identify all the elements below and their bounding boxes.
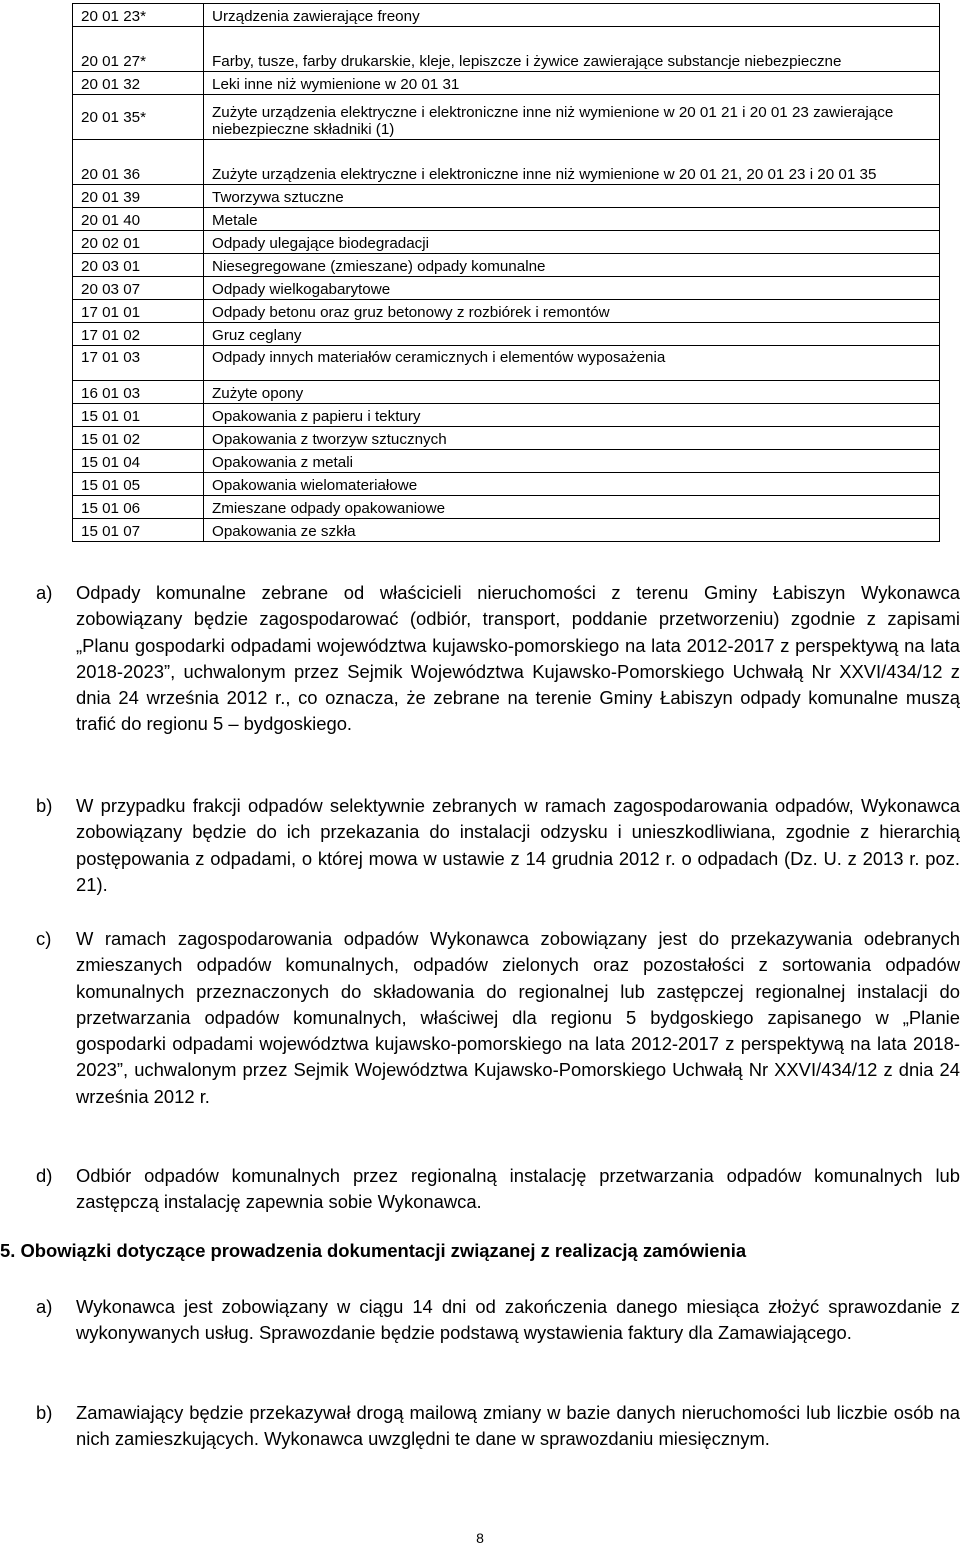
waste-code: 17 01 02 bbox=[73, 323, 204, 346]
waste-description: Niesegregowane (zmieszane) odpady komunalne bbox=[204, 254, 940, 277]
waste-code: 20 01 35* bbox=[73, 95, 204, 140]
waste-description: Zużyte urządzenia elektryczne i elektroniczne inne niż wymienione w 20 01 21, 20 01 23 i 20 01 35 bbox=[204, 140, 940, 185]
paragraph-b bbox=[36, 793, 960, 898]
section-heading: 5. Obowiązki dotyczące prowadzenia dokumentacji związanej z realizacją zamówienia bbox=[0, 1240, 747, 1261]
waste-description: Odpady wielkogabarytowe bbox=[204, 277, 940, 300]
waste-description: Odpady ulegające biodegradacji bbox=[204, 231, 940, 254]
waste-description: Opakowania wielomateriałowe bbox=[204, 473, 940, 496]
table-row bbox=[73, 346, 940, 381]
paragraph-text: Odbiór odpadów komunalnych przez regionalną instalację przetwarzania odpadów komunalnych lub zastępczą instalację zapewnia sobie Wykonawca. bbox=[76, 1165, 960, 1213]
table-row bbox=[73, 277, 940, 300]
waste-code: 17 01 03 bbox=[73, 346, 204, 381]
waste-description: Odpady innych materiałów ceramicznych i elementów wyposażenia bbox=[204, 346, 940, 381]
waste-code: 20 03 07 bbox=[73, 277, 204, 300]
waste-description: Odpady betonu oraz gruz betonowy z rozbiórek i remontów bbox=[204, 300, 940, 323]
paragraph-d bbox=[36, 1163, 960, 1216]
paragraph-text: Wykonawca jest zobowiązany w ciągu 14 dni od zakończenia danego miesiąca złożyć sprawozdanie z wykonywanych usług. Sprawozdanie będzie podstawą wystawienia faktury dla Zamawiającego. bbox=[76, 1296, 960, 1344]
waste-code: 20 01 23* bbox=[73, 4, 204, 27]
table-row bbox=[73, 381, 940, 404]
paragraph-label: c) bbox=[36, 928, 52, 949]
waste-description: Opakowania z papieru i tektury bbox=[204, 404, 940, 427]
paragraph-c bbox=[36, 926, 960, 1110]
waste-code: 15 01 06 bbox=[73, 496, 204, 519]
paragraph-text: Zamawiający będzie przekazywał drogą mailową zmiany w bazie danych nieruchomości lub liczbie osób na nich zamieszkujących. Wykonawca uwzględni te dane w sprawozdaniu miesięcznym. bbox=[76, 1402, 960, 1450]
paragraph-a bbox=[36, 580, 960, 738]
waste-code: 20 01 40 bbox=[73, 208, 204, 231]
waste-code: 16 01 03 bbox=[73, 381, 204, 404]
table-row bbox=[73, 95, 940, 140]
table-row bbox=[73, 427, 940, 450]
paragraph-text: Odpady komunalne zebrane od właścicieli nieruchomości z terenu Gminy Łabiszyn Wykonawca zobowiązany będzie zagospodarować (odbiór, transport, poddanie przetworzeniu) zgodnie z zapisami „Planu gospodarki odpadami województwa kujawsko-pomorskiego na lata 2012-2017 z perspektywą na lata 2018-2023”, uchwalonym przez Sejmik Województwa Kujawsko-Pomorskiego Uchwałą Nr XXVI/434/12 z dnia 24 września 2012 r., co oznacza, że zebrane na terenie Gminy Łabiszyn odpady komunalne muszą trafić do regionu 5 – bydgoskiego. bbox=[76, 582, 960, 735]
waste-description: Zmieszane odpady opakowaniowe bbox=[204, 496, 940, 519]
paragraph-label: a) bbox=[36, 1296, 53, 1317]
waste-code: 20 01 32 bbox=[73, 72, 204, 95]
table-row bbox=[73, 185, 940, 208]
paragraph-label: b) bbox=[36, 1402, 53, 1423]
table-row bbox=[73, 519, 940, 542]
page-number: 8 bbox=[476, 1530, 484, 1546]
paragraph-label: b) bbox=[36, 795, 53, 816]
waste-description: Leki inne niż wymienione w 20 01 31 bbox=[204, 72, 940, 95]
waste-description: Opakowania ze szkła bbox=[204, 519, 940, 542]
waste-code: 20 01 27* bbox=[73, 27, 204, 72]
paragraph-label: d) bbox=[36, 1165, 53, 1186]
paragraph-label: a) bbox=[36, 582, 53, 603]
paragraph-5a bbox=[36, 1294, 960, 1347]
table-row bbox=[73, 231, 940, 254]
waste-description: Metale bbox=[204, 208, 940, 231]
waste-description: Zużyte opony bbox=[204, 381, 940, 404]
table-row bbox=[73, 72, 940, 95]
paragraph-text: W przypadku frakcji odpadów selektywnie zebranych w ramach zagospodarowania odpadów, Wykonawca zobowiązany będzie do ich przekazania do instalacji odzysku i unieszkodliwiana, zgodnie z hierarchią postępowania z odpadami, o której mowa w ustawie z 14 grudnia 2012 r. o odpadach (Dz. U. z 2013 r. poz. 21). bbox=[76, 795, 960, 895]
waste-code: 15 01 04 bbox=[73, 450, 204, 473]
waste-code: 20 01 36 bbox=[73, 140, 204, 185]
table-row bbox=[73, 300, 940, 323]
waste-code: 20 01 39 bbox=[73, 185, 204, 208]
table-row bbox=[73, 404, 940, 427]
waste-description: Tworzywa sztuczne bbox=[204, 185, 940, 208]
waste-description: Opakowania z metali bbox=[204, 450, 940, 473]
table-row bbox=[73, 473, 940, 496]
waste-description: Opakowania z tworzyw sztucznych bbox=[204, 427, 940, 450]
waste-code: 15 01 07 bbox=[73, 519, 204, 542]
table-row bbox=[73, 254, 940, 277]
waste-code: 20 02 01 bbox=[73, 231, 204, 254]
waste-code: 15 01 05 bbox=[73, 473, 204, 496]
waste-description: Gruz ceglany bbox=[204, 323, 940, 346]
table-row bbox=[73, 4, 940, 27]
waste-code: 15 01 02 bbox=[73, 427, 204, 450]
table-row bbox=[73, 496, 940, 519]
table-row bbox=[73, 140, 940, 185]
waste-codes-table bbox=[72, 3, 940, 542]
paragraph-text: W ramach zagospodarowania odpadów Wykonawca zobowiązany jest do przekazywania odebranych zmieszanych odpadów komunalnych, odpadów zielonych oraz pozostałości z sortowania odpadów komunalnych przeznaczonych do składowania do regionalnej lub zastępczej regionalnej instalacji do przetwarzania odpadów komunalnych, właściwej dla regionu 5 bydgoskiego zapisanego w „Planie gospodarki odpadami województwa kujawsko-pomorskiego na lata 2012-2017 z perspektywą na lata 2018-2023”, uchwalonym przez Sejmik Województwa Kujawsko-Pomorskiego Uchwałą Nr XXVI/434/12 z dnia 24 września 2012 r. bbox=[76, 928, 960, 1107]
waste-code: 17 01 01 bbox=[73, 300, 204, 323]
waste-description: Farby, tusze, farby drukarskie, kleje, lepiszcze i żywice zawierające substancje niebezpieczne bbox=[204, 27, 940, 72]
paragraph-5b bbox=[36, 1400, 960, 1453]
waste-code: 20 03 01 bbox=[73, 254, 204, 277]
waste-description: Zużyte urządzenia elektryczne i elektroniczne inne niż wymienione w 20 01 21 i 20 01 23 zawierające niebezpieczne składniki (1) bbox=[204, 95, 940, 140]
waste-code: 15 01 01 bbox=[73, 404, 204, 427]
table-row bbox=[73, 208, 940, 231]
table-row bbox=[73, 27, 940, 72]
table-row bbox=[73, 323, 940, 346]
waste-description: Urządzenia zawierające freony bbox=[204, 4, 940, 27]
table-row bbox=[73, 450, 940, 473]
